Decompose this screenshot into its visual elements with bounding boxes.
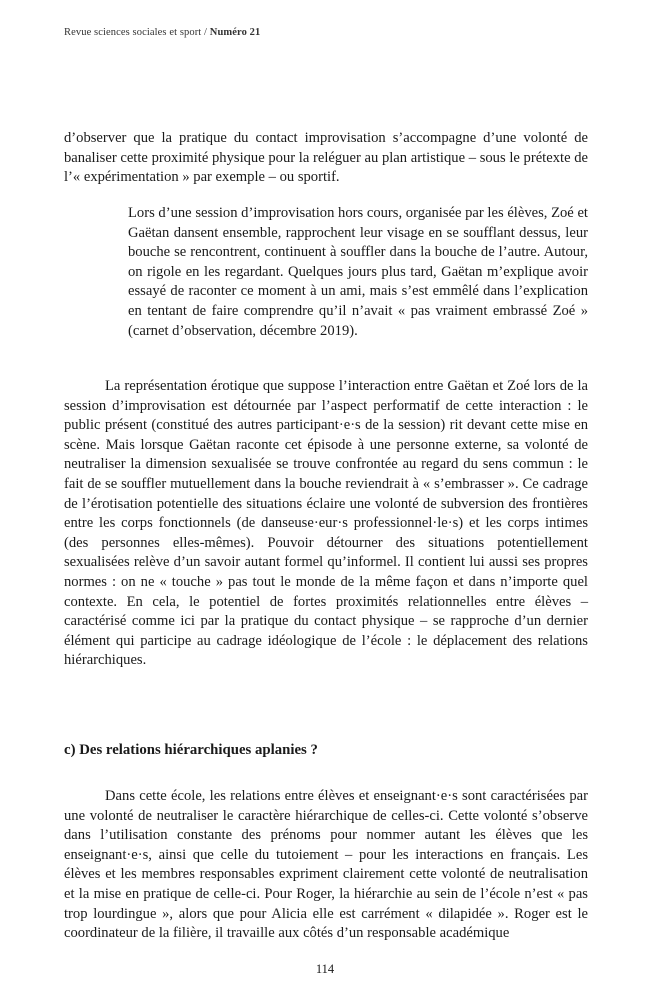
journal-title: Revue sciences sociales et sport: [64, 27, 202, 38]
body-paragraph-3: Dans cette école, les relations entre élèves et enseignant·e·s sont caractérisées par une volonté de neutraliser le caractère hiérarchique de celles-ci. Cette volonté s’observe dans l’utilisation constante des prénoms pour nommer autant les élèves que les enseignant·e·s, ainsi que celle du tutoiement – pour les interactions en français. Les élèves et les membres responsables expriment clairement cette volonté de neutralisation et la mise en pratique de celle-ci. Pour Roger, la hiérarchie au sein de l’école n’est « pas trop lourdingue », alors que pour Alicia elle est carrément « dilapidée ». Roger est le coordinateur de la filière, il travaille aux côtés d’un responsable académique: [64, 788, 588, 942]
issue-number: Numéro 21: [209, 27, 261, 38]
section-heading: c) Des relations hiérarchiques aplanies ?: [64, 742, 318, 758]
running-head: [64, 27, 260, 38]
body-paragraph-2: La représentation érotique que suppose l’interaction entre Gaëtan et Zoé lors de la session d’improvisation est détournée par l’aspect performatif de cette interaction : le public présent (constitué des autres participant·e·s de la session) rit devant cette mise en scène. Mais lorsque Gaëtan raconte cet épisode à une personne externe, sa volonté de neutraliser la dimension sexualisée se trouve confrontée au regard du sens commun : le fait de se souffler mutuellement dans la bouche reviendrait à « s’embrasser ». Ce cadrage de l’érotisation potentielle des situations éclaire une volonté de subversion des frontières entre les corps fonctionnels (de danseuse·eur·s professionnel·le·s) et les corps intimes (des personnes elles-mêmes). Pouvoir détourner des situations potentiellement sexualisées relève d’un savoir autant formel qu’informel. Il contient lui aussi ses propres normes : on ne « touche » pas tout le monde de la même façon et dans n’importe quel contexte. En cela, le potentiel de fortes proximités relationnelles entre élèves – caractérisé comme ici par la pratique du contact physique – se rapproche d’un dernier élément qui participe au cadrage idéologique de l’école : le déplacement des relations hiérarchiques.: [64, 378, 588, 669]
block-quote: Lors d’une session d’improvisation hors cours, organisée par les élèves, Zoé et Gaëtan dansent ensemble, rapprochent leur visage en se soufflant dessus, leur bouche se rencontrent, continuent à souffler dans la bouche de l’autre. Autour, on rigole en les regardant. Quelques jours plus tard, Gaëtan m’explique avoir essayé de raconter ce moment à un ami, mais s’est emmêlé dans l’explication en tentant de faire comprendre qu’il n’avait « pas vraiment embrassé Zoé » (carnet d’observation, décembre 2019).: [128, 205, 588, 339]
body-paragraph-1: d’observer que la pratique du contact improvisation s’accompagne d’une volonté de banaliser cette proximité physique pour la reléguer au plan artistique – sous le prétexte de l’« expérimentation » par exemple – ou sportif.: [64, 130, 588, 186]
header-separator: /: [201, 27, 210, 38]
page-number: 114: [315, 962, 335, 976]
